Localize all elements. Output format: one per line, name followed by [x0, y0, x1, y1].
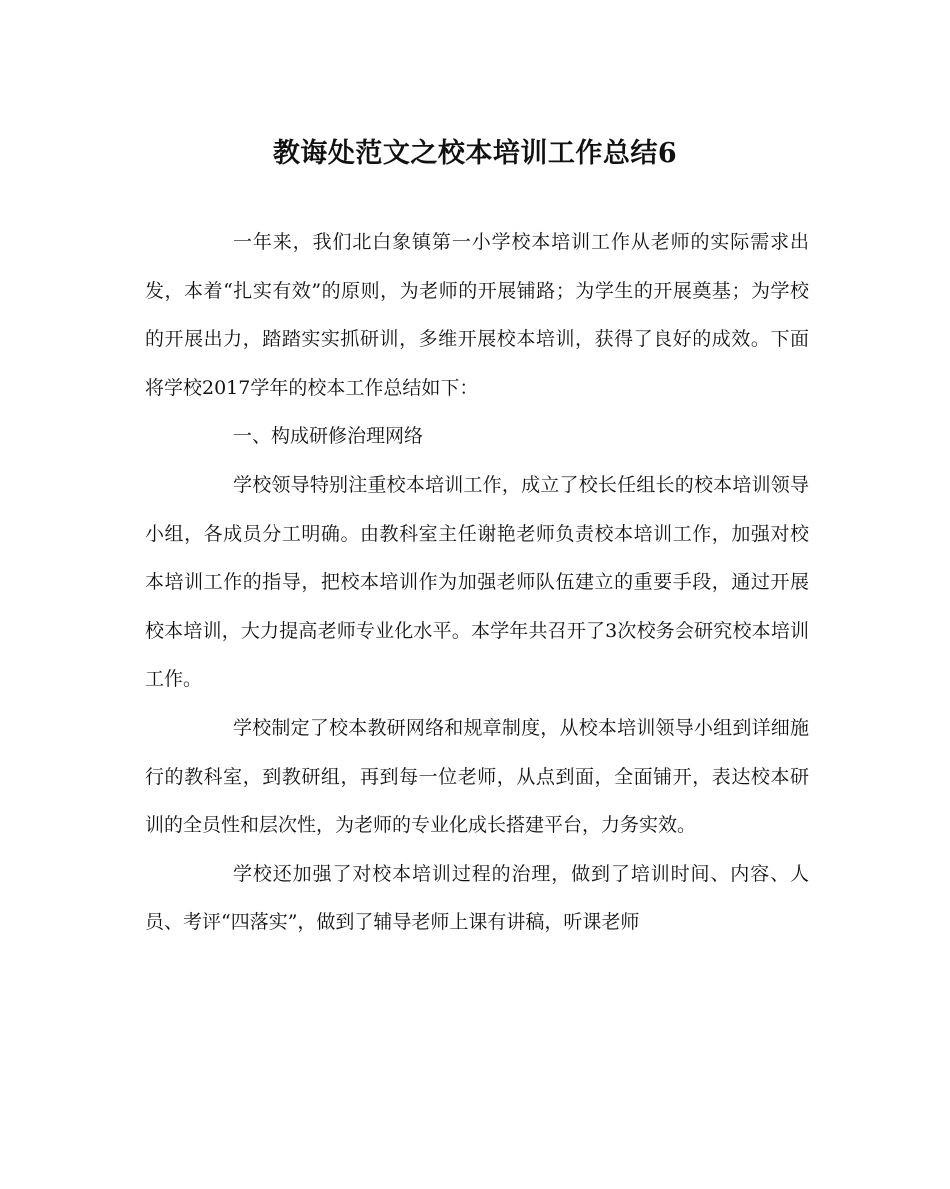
- paragraph-network: 学校制定了校本教研网络和规章制度，从校本培训领导小组到详细施行的教科室，到教研组，再到每一位老师，从点到面，全面铺开，表达校本研训的全员性和层次性，为老师的专业化成长搭建平台，力务实效。: [145, 716, 809, 837]
- document-body: [145, 218, 809, 947]
- document-title: 教诲处范文之校本培训工作总结6: [272, 138, 678, 169]
- paragraph-intro: 一年来，我们北白象镇第一小学校本培训工作从老师的实际需求出发，本着“扎实有效”的原则，为老师的开展铺路；为学生的开展奠基；为学校的开展出力，踏踏实实抓研训，多维开展校本培训，获得了良好的成效。下面将学校2017学年的校本工作总结如下：: [145, 231, 809, 399]
- section-heading-1: 一、构成研修治理网络: [233, 425, 424, 448]
- paragraph-process: 学校还加强了对校本培训过程的治理，做到了培训时间、内容、人员、考评“四落实”，做到了辅导老师上课有讲稿，听课老师: [145, 862, 809, 934]
- paragraph-leadership: 学校领导特别注重校本培训工作，成立了校长任组长的校本培训领导小组，各成员分工明确。由教科室主任谢艳老师负责校本培训工作，加强对校本培训工作的指导，把校本培训作为加强老师队伍建立的重要手段，通过开展校本培训，大力提高老师专业化水平。本学年共召开了3次校务会研究校本培训工作。: [145, 473, 809, 691]
